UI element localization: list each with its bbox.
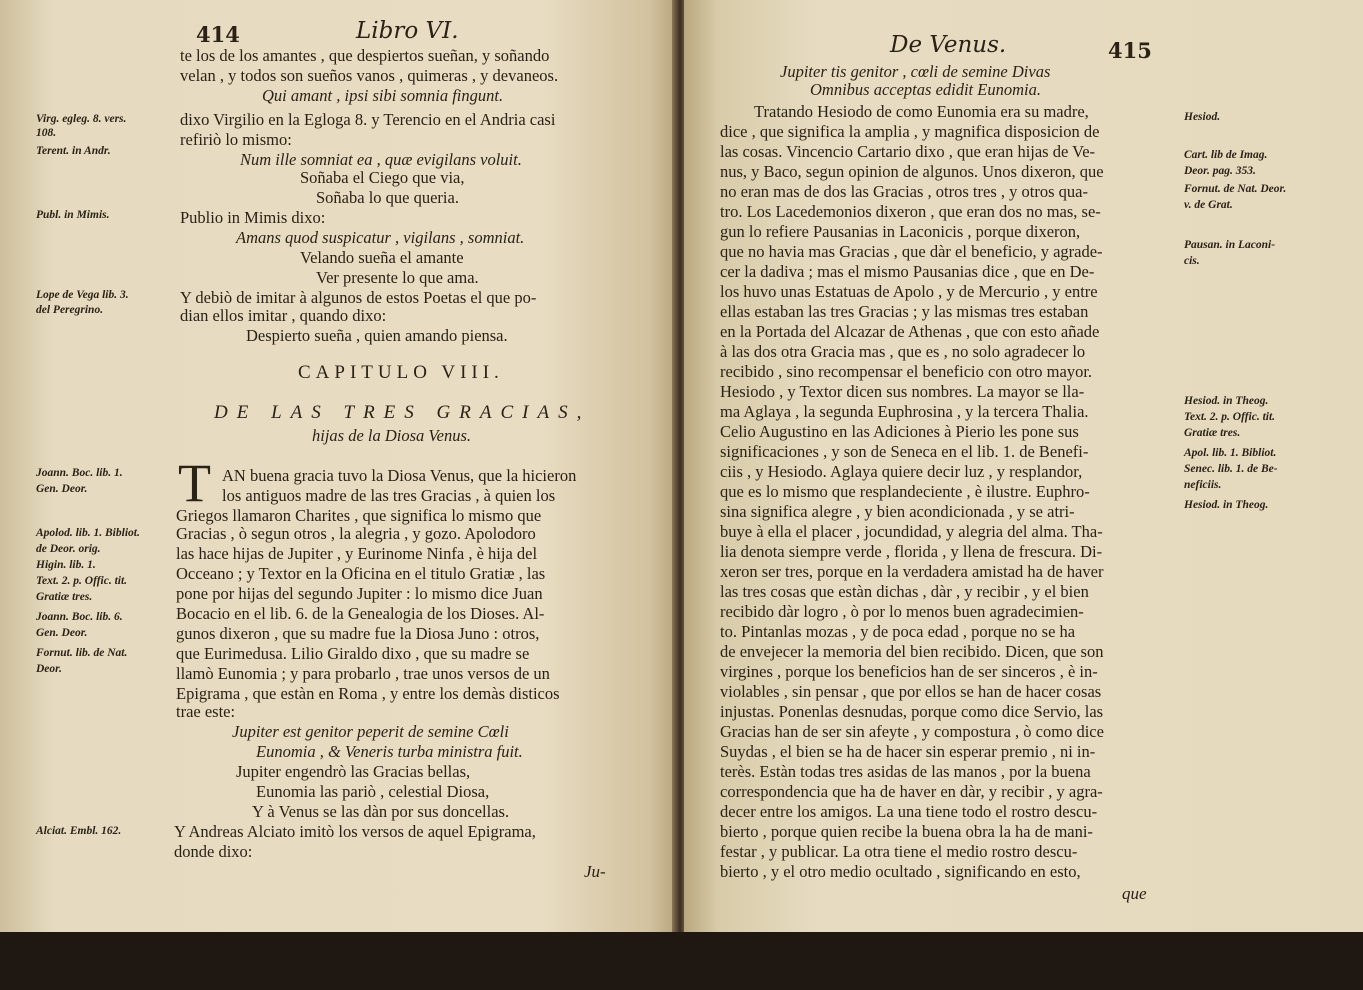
margin-note: Text. 2. p. Offic. tit. <box>1184 411 1276 423</box>
text-line: correspondencia que ha de haver en dàr, y recibir , y agra- <box>720 782 1103 801</box>
text-line: cer la dadiva ; mas el mismo Pausanias dice , que en De- <box>720 262 1095 281</box>
page-number: 414 <box>196 22 240 47</box>
margin-note: Gratiæ tres. <box>1184 427 1241 439</box>
text-line: los huvo unas Estatuas de Apolo , y de Mercurio , y entre <box>720 282 1098 301</box>
text-line: Celio Augustino en las Adiciones à Pierio les pone sus <box>720 422 1079 441</box>
verse-line: Eunomia las pariò , celestial Diosa, <box>256 782 490 801</box>
text-line: tro. Los Lacedemonios dixeron , que eran dos no mas, se- <box>720 202 1101 221</box>
text-line: Tratando Hesiodo de como Eunomia era su madre, <box>754 102 1089 121</box>
text-line: Publio in Mimis dixo: <box>180 208 326 227</box>
text-line: que Eurimedusa. Lilio Giraldo dixo , que su madre se <box>176 644 530 663</box>
text-line: decer entre los amigos. La una tiene todo el rostro descu- <box>720 802 1098 821</box>
text-line: dice , que significa la amplia , y magnifica disposicion de <box>720 122 1100 141</box>
text-line: en la Portada del Alcazar de Athenas , que con esto añade <box>720 322 1100 341</box>
text-line: Gracias han de ser sin afeyte , y compostura , ò como dice <box>720 722 1104 741</box>
text-line: Hesiodo , y Textor dicen sus nombres. La mayor se lla- <box>720 382 1085 401</box>
text-line: de envejecer la memoria del bien recibido. Dicen, que son <box>720 642 1104 661</box>
running-head: Libro VI. <box>356 18 459 44</box>
margin-note: Hesiod. <box>1184 111 1221 123</box>
text-line: xeron ser tres, porque en la verdadera amistad ha de haver <box>720 562 1104 581</box>
chapter-subtitle: hijas de la Diosa Venus. <box>312 426 472 445</box>
catchword: Ju- <box>584 862 606 881</box>
margin-note: Terent. in Andr. <box>36 145 111 157</box>
verse-line: Ver presente lo que ama. <box>316 268 479 287</box>
verse-line: Num ille somniat ea , quæ evigilans voluit. <box>240 150 522 169</box>
text-line: Gracias , ò segun otros , la alegria , y gozo. Apolodoro <box>176 524 536 543</box>
page-number: 415 <box>1108 38 1152 63</box>
text-line: recibido , sino recompensar el beneficio con otro mayor. <box>720 362 1093 381</box>
text-line: nus, y Baco, segun opinion de algunos. Unos dixeron, que <box>720 162 1104 181</box>
chapter-title: DE LAS TRES GRACIAS, <box>214 402 591 423</box>
text-line: Bocacio en el lib. 6. de la Genealogia de los Dioses. Al- <box>176 604 545 623</box>
text-line: Griegos llamaron Charites , que significa lo mismo que <box>176 506 542 525</box>
verse-line: Soñaba lo que queria. <box>316 188 459 207</box>
text-line: los antiguos madre de las tres Gracias , à quien los <box>222 486 556 505</box>
text-line: terès. Estàn todas tres asidas de las manos , por la buena <box>720 762 1091 781</box>
margin-note: Fornut. lib. de Nat. <box>36 647 128 659</box>
text-line: te los de los amantes , que despiertos sueñan, y soñando <box>180 46 550 65</box>
margin-note: Deor. pag. 353. <box>1184 165 1256 177</box>
text-line: velan , y todos son sueños vanos , quimeras , y devaneos. <box>180 66 559 85</box>
margin-note: del Peregrino. <box>36 304 104 316</box>
margin-note: neficiis. <box>1184 479 1222 491</box>
margin-note: Joann. Boc. lib. 1. <box>36 467 123 479</box>
text-line: bierto , y el otro medio ocultado , significando en esto, <box>720 862 1081 881</box>
text-line: Epigrama , que estàn en Roma , y entre los demàs disticos <box>176 684 560 703</box>
text-line: dian ellos imitar , quando dixo: <box>180 306 387 325</box>
text-line: gunos dixeron , que su madre fue la Diosa Juno : otros, <box>176 624 540 643</box>
margin-note: Pausan. in Laconi- <box>1184 239 1276 251</box>
text-line: à las dos otra Gracia mas , que es , no solo agradecer lo <box>720 342 1086 361</box>
verse-line: Qui amant , ipsi sibi somnia fingunt. <box>262 86 504 105</box>
drop-cap: T <box>178 453 211 513</box>
margin-note: v. de Grat. <box>1184 199 1233 211</box>
text-line: las cosas. Vincencio Cartario dixo , que eran hijas de Ve- <box>720 142 1096 161</box>
text-line: ma Aglaya , la segunda Euphrosina , y la tercera Thalia. <box>720 402 1089 421</box>
margin-note: Fornut. de Nat. Deor. <box>1184 183 1287 195</box>
text-line: pone por hijas del segundo Jupiter : lo mismo dice Juan <box>176 584 543 603</box>
margin-note: Joann. Boc. lib. 6. <box>36 611 123 623</box>
verse-line: Soñaba el Ciego que via, <box>300 168 465 187</box>
text-line: sina significa alegre , y bien acondicionada , y se atri- <box>720 502 1075 521</box>
margin-note: Gratiæ tres. <box>36 591 93 603</box>
text-line: to. Pintanlas mozas , y de poca edad , porque no se ha <box>720 622 1076 641</box>
margin-note: de Deor. orig. <box>36 543 101 555</box>
text-line: festar , y publicar. La otra tiene el medio rostro descu- <box>720 842 1078 861</box>
text-line: gun lo refiere Pausanias in Laconicis , porque dixeron, <box>720 222 1081 241</box>
catchword: que <box>1122 884 1147 903</box>
text-line: refiriò lo mismo: <box>180 130 292 149</box>
text-line: donde dixo: <box>174 842 253 861</box>
verse-line: Jupiter est genitor peperit de semine Cœli <box>232 722 509 741</box>
text-line: Suydas , el bien se ha de hacer sin esperar premio , ni in- <box>720 742 1096 761</box>
text-line: ciis , y Hesiodo. Aglaya quiere decir luz , y resplandor, <box>720 462 1083 481</box>
verse-line: Eunomia , & Veneris turba ministra fuit. <box>256 742 523 761</box>
margin-note: Deor. <box>36 663 62 675</box>
margin-note: Lope de Vega lib. 3. <box>36 289 129 301</box>
text-line: virgines , porque los beneficios han de ser sinceros , è in- <box>720 662 1098 681</box>
margin-note: Hesiod. in Theog. <box>1184 395 1269 407</box>
margin-note: Higin. lib. 1. <box>36 559 96 571</box>
verse-line: Jupiter engendrò las Gracias bellas, <box>236 762 471 781</box>
margin-note: Apol. lib. 1. Bibliot. <box>1184 447 1277 459</box>
margin-note: Gen. Deor. <box>36 627 88 639</box>
verse-line: Velando sueña el amante <box>300 248 464 267</box>
text-line: las hace hijas de Jupiter , y Eurinome Ninfa , è hija del <box>176 544 538 563</box>
text-line: injustas. Ponenlas desnudas, porque como dice Servio, las <box>720 702 1104 721</box>
text-line: Y Andreas Alciato imitò los versos de aquel Epigrama, <box>174 822 536 841</box>
margin-note: Text. 2. p. Offic. tit. <box>36 575 128 587</box>
text-line: significaciones , y son de Seneca en el lib. 1. de Benefi- <box>720 442 1089 461</box>
text-line: que no havia mas Gracias , que dàr el beneficio, y agrade- <box>720 242 1103 261</box>
text-line: Y debiò de imitar à algunos de estos Poetas el que po- <box>180 288 537 307</box>
verse-line: Despierto sueña , quien amando piensa. <box>246 326 508 345</box>
text-line: violables , sin pensar , que por ellos se han de hacer cosas <box>720 682 1102 701</box>
text-line: AN buena gracia tuvo la Diosa Venus, que la hicieron <box>222 466 577 485</box>
text-line: no eran mas de dos las Gracias , otros tres , y otros qua- <box>720 182 1088 201</box>
left-page <box>0 0 676 932</box>
verse-line: Jupiter tis genitor , cœli de semine Divas <box>780 62 1051 81</box>
right-page <box>684 0 1363 932</box>
verse-line: Amans quod suspicatur , vigilans , somniat. <box>236 228 525 247</box>
text-line: que es lo mismo que resplandeciente , è ilustre. Euphro- <box>720 482 1090 501</box>
text-line: recibido dàr logro , ò por lo menos buen agradecimien- <box>720 602 1084 621</box>
text-line: llamò Eunomia ; y para probarlo , trae unos versos de un <box>176 664 550 683</box>
margin-note: cis. <box>1184 255 1200 267</box>
margin-note: Gen. Deor. <box>36 483 88 495</box>
margin-note: Hesiod. in Theog. <box>1184 499 1269 511</box>
margin-note: Alciat. Embl. 162. <box>36 825 122 837</box>
text-line: bierto , porque quien recibe la buena obra la ha de mani- <box>720 822 1093 841</box>
chapter-heading: CAPITULO VIII. <box>298 362 504 383</box>
text-line: dixo Virgilio en la Egloga 8. y Terencio en el Andria casi <box>180 110 556 129</box>
margin-note: Cart. lib de Imag. <box>1184 149 1268 161</box>
margin-note: Virg. egleg. 8. vers. <box>36 113 127 125</box>
margin-note: Publ. in Mimis. <box>36 209 110 221</box>
table-surface <box>0 932 1363 990</box>
text-line: buye à ella el placer , jocundidad, y alegria del alma. Tha- <box>720 522 1103 541</box>
verse-line: Omnibus acceptas edidit Eunomia. <box>810 80 1041 99</box>
verse-line: Y à Venus se las dàn por sus doncellas. <box>252 802 510 821</box>
text-line: trae este: <box>176 702 236 721</box>
margin-note: Senec. lib. 1. de Be- <box>1184 463 1278 475</box>
margin-note: 108. <box>36 127 57 139</box>
text-line: lia denota siempre verde , florida , y llena de frescura. Di- <box>720 542 1103 561</box>
text-line: ellas estaban las tres Gracias ; y las mismas tres estaban <box>720 302 1089 321</box>
text-line: las tres cosas que estàn dichas , dàr , y recibir , y el bien <box>720 582 1089 601</box>
text-line: Occeano ; y Textor en la Oficina en el titulo Gratiæ , las <box>176 564 546 583</box>
running-head: De Venus. <box>890 32 1007 58</box>
margin-note: Apolod. lib. 1. Bibliot. <box>36 527 140 539</box>
